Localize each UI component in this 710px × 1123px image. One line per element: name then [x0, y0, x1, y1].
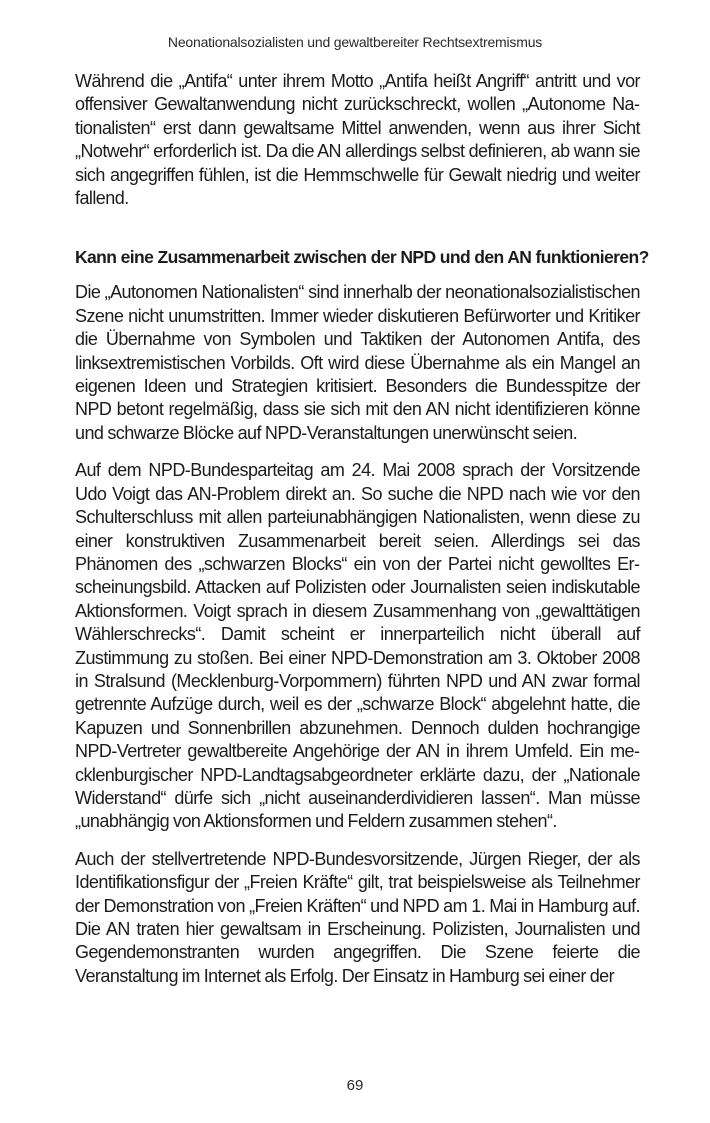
paragraph-party-congress: Auf dem NPD-Bundesparteitag am 24. Mai 2008 sprach der Vorsitzende Udo Voigt das AN-Problem direkt an. So suche die NPD nach wie vor den Schulterschluss mit allen parteiunabhängigen Nationalisten, wenn diese zu einer konstruktiven Zusammenarbeit bereit seien. Allerdings sei das Phänomen des „schwarzen Blocks“ ein von der Partei nicht gewolltes Erscheinungsbild. Attacken auf Polizisten oder Journalisten seien indiskutable Aktionsformen. Voigt sprach in diesem Zusammenhang von „gewalttätigen Wählerschrecks“. Damit scheint er innerparteilich nicht überall auf Zustimmung zu stoßen. Bei einer NPD-Demonstration am 3. Oktober 2008 in Stralsund (Mecklenburg-Vorpommern) führten NPD und AN zwar formal getrennte Aufzüge durch, weil es der „schwarze Block“ abgelehnt hatte, die Kapuzen und Sonnenbrillen abzunehmen. Dennoch dulden hochrangige NPD-Vertreter gewaltbereite Angehörige der AN in ihrem Umfeld. Ein mecklenburgischer NPD-Landtagsabgeordneter erklärte dazu, der „Nationale Widerstand“ dürfe sich „nicht auseinanderdividieren lassen“. Man müsse „unabhängig von Aktionsformen und Feldern zusammen stehen“. [75, 460, 640, 832]
section-heading: Kann eine Zusammenarbeit zwischen der NPD und den AN funktionieren? [75, 247, 649, 268]
paragraph-antifa-comparison: Während die „Antifa“ unter ihrem Motto „Antifa heißt Angriff“ antritt und vor offensiver Gewaltanwendung nicht zurückschreckt, wollen „Autonome Nationalisten“ erst dann gewaltsame Mittel anwenden, wenn aus ihrer Sicht „Notwehr“ erforderlich ist. Da die AN allerdings selbst definieren, ab wann sie sich angegriffen fühlen, ist die Hemmschwelle für Gewalt niedrig und weiter fallend. [75, 71, 640, 209]
page-content [75, 70, 649, 1002]
running-header: Neonationalsozialisten und gewaltbereiter Rechtsextremismus [167, 34, 543, 50]
page-number: 69 [346, 1077, 364, 1094]
paragraph-an-controversy: Die „Autonomen Nationalisten“ sind innerhalb der neonationalsozialistischen Szene nicht unumstritten. Immer wieder diskutieren Befürworter und Kritiker die Übernahme von Symbolen und Taktiken der Autonomen Antifa, des linksextremistischen Vorbilds. Oft wird diese Übernahme als ein Mangel an eigenen Ideen und Strategien kritisiert. Besonders die Bundesspitze der NPD betont regelmäßig, dass sie sich mit den AN nicht identifizieren könne und schwarze Blöcke auf NPD-Veranstaltungen unerwünscht seien. [75, 282, 640, 443]
paragraph-rieger: Auch der stellvertretende NPD-Bundesvorsitzende, Jürgen Rieger, der als Identifikationsfigur der „Freien Kräfte“ gilt, trat beispielsweise als Teilnehmer der Demonstration von „Freien Kräften“ und NPD am 1. Mai in Hamburg auf. Die AN traten hier gewaltsam in Erscheinung. Polizisten, Journalisten und Gegendemonstranten wurden angegriffen. Die Szene feierte die Veranstaltung im Internet als Erfolg. Der Einsatz in Hamburg sei einer der [75, 848, 640, 986]
